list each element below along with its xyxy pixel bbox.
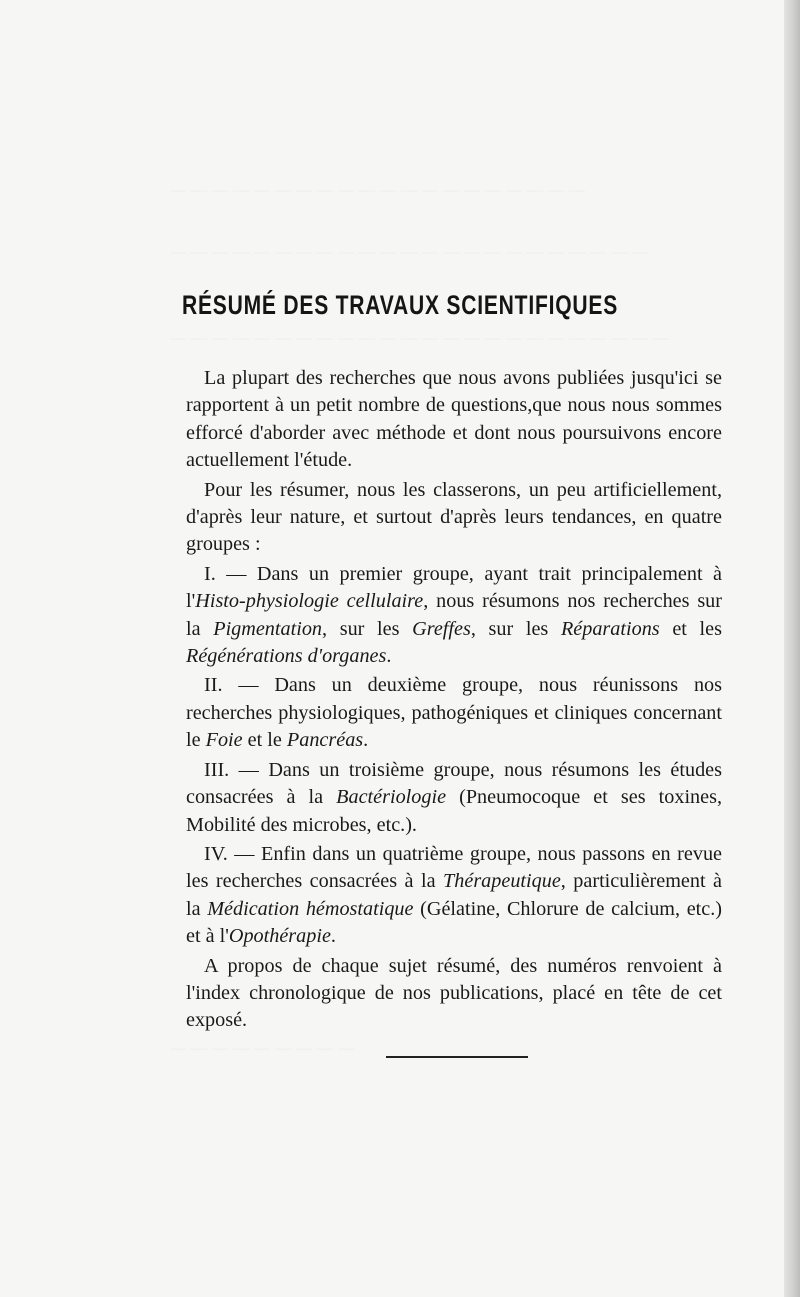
text-run: , nous résumons nos recherches sur la bbox=[186, 590, 722, 640]
italic-term: Réparations bbox=[560, 617, 660, 640]
paragraph bbox=[186, 561, 722, 671]
paragraph bbox=[186, 365, 722, 475]
text-run: (Pneumocoque et ses toxines, Mobilité des microbes, etc.). bbox=[186, 786, 723, 836]
paragraph bbox=[186, 672, 722, 754]
text-run: . bbox=[330, 925, 336, 948]
show-through: — — — — — — — — — — — — — — — — — — — — — — — bbox=[170, 244, 649, 261]
page-title: RÉSUMÉ DES TRAVAUX SCIENTIFIQUES bbox=[181, 290, 619, 321]
body-text bbox=[186, 365, 722, 1037]
text-run: La plupart des recherches que nous avons publiées jusqu'ici se rapportent à un petit nombre de questions,que nous nous sommes efforcé d'aborder avec méthode et dont nous poursuivons encore actuellement l'étude. bbox=[186, 367, 722, 472]
italic-term: Régénérations d'organes bbox=[186, 645, 387, 668]
text-run: III. — Dans un troisième groupe, nous résumons les études consacrées à la bbox=[186, 758, 722, 809]
italic-term: Histo-physiologie cellulaire bbox=[195, 590, 424, 613]
text-run: , sur les bbox=[322, 617, 413, 640]
show-through: — — — — — — — — — — — — — — — — — — — — — — — — bbox=[170, 330, 670, 347]
text-run: et le bbox=[242, 729, 287, 752]
italic-term: Opothérapie bbox=[228, 925, 331, 948]
italic-term: Pancréas bbox=[286, 729, 364, 752]
italic-term: Pigmentation bbox=[213, 617, 323, 640]
text-run: IV. — Enfin dans un quatrième groupe, nous passons en revue les recherches consacrées à la bbox=[186, 842, 722, 893]
paragraph bbox=[186, 757, 722, 839]
italic-term: Médication hémostatique bbox=[207, 897, 414, 920]
text-run: et les bbox=[659, 617, 722, 640]
italic-term: Greffes bbox=[412, 617, 471, 640]
text-run: A propos de chaque sujet résumé, des numéros renvoient à l'index chronologique de nos publications, placé en tête de cet exposé. bbox=[186, 954, 722, 1032]
show-through: — — — — — — — — — bbox=[170, 1040, 355, 1057]
page-edge bbox=[784, 0, 800, 1297]
text-run: . bbox=[363, 729, 369, 752]
text-run: (Gélatine, Chlorure de calcium, etc.) et à l' bbox=[186, 897, 722, 948]
text-run: II. — Dans un deuxième groupe, nous réunissons nos recherches physiologiques, pathogéniques et cliniques concernant le bbox=[186, 674, 722, 752]
italic-term: Foie bbox=[205, 729, 243, 752]
paragraph bbox=[186, 477, 722, 559]
text-run: I. — Dans un premier groupe, ayant trait principalement à l' bbox=[186, 562, 722, 613]
text-run: Pour les résumer, nous les classerons, un peu artificiellement, d'après leur nature, et surtout d'après leurs tendances, en quatre groupes : bbox=[186, 478, 722, 556]
text-run: . bbox=[386, 645, 392, 668]
italic-term: Thérapeutique bbox=[443, 870, 561, 893]
end-rule bbox=[386, 1056, 528, 1058]
text-run: , particulièrement à la bbox=[186, 870, 723, 920]
italic-term: Bactériologie bbox=[336, 786, 447, 809]
paragraph bbox=[186, 953, 722, 1035]
show-through: — — — — — — — — — — — — — — — — — — — — bbox=[170, 182, 586, 199]
text-run: , sur les bbox=[470, 617, 561, 640]
paragraph bbox=[186, 841, 722, 951]
